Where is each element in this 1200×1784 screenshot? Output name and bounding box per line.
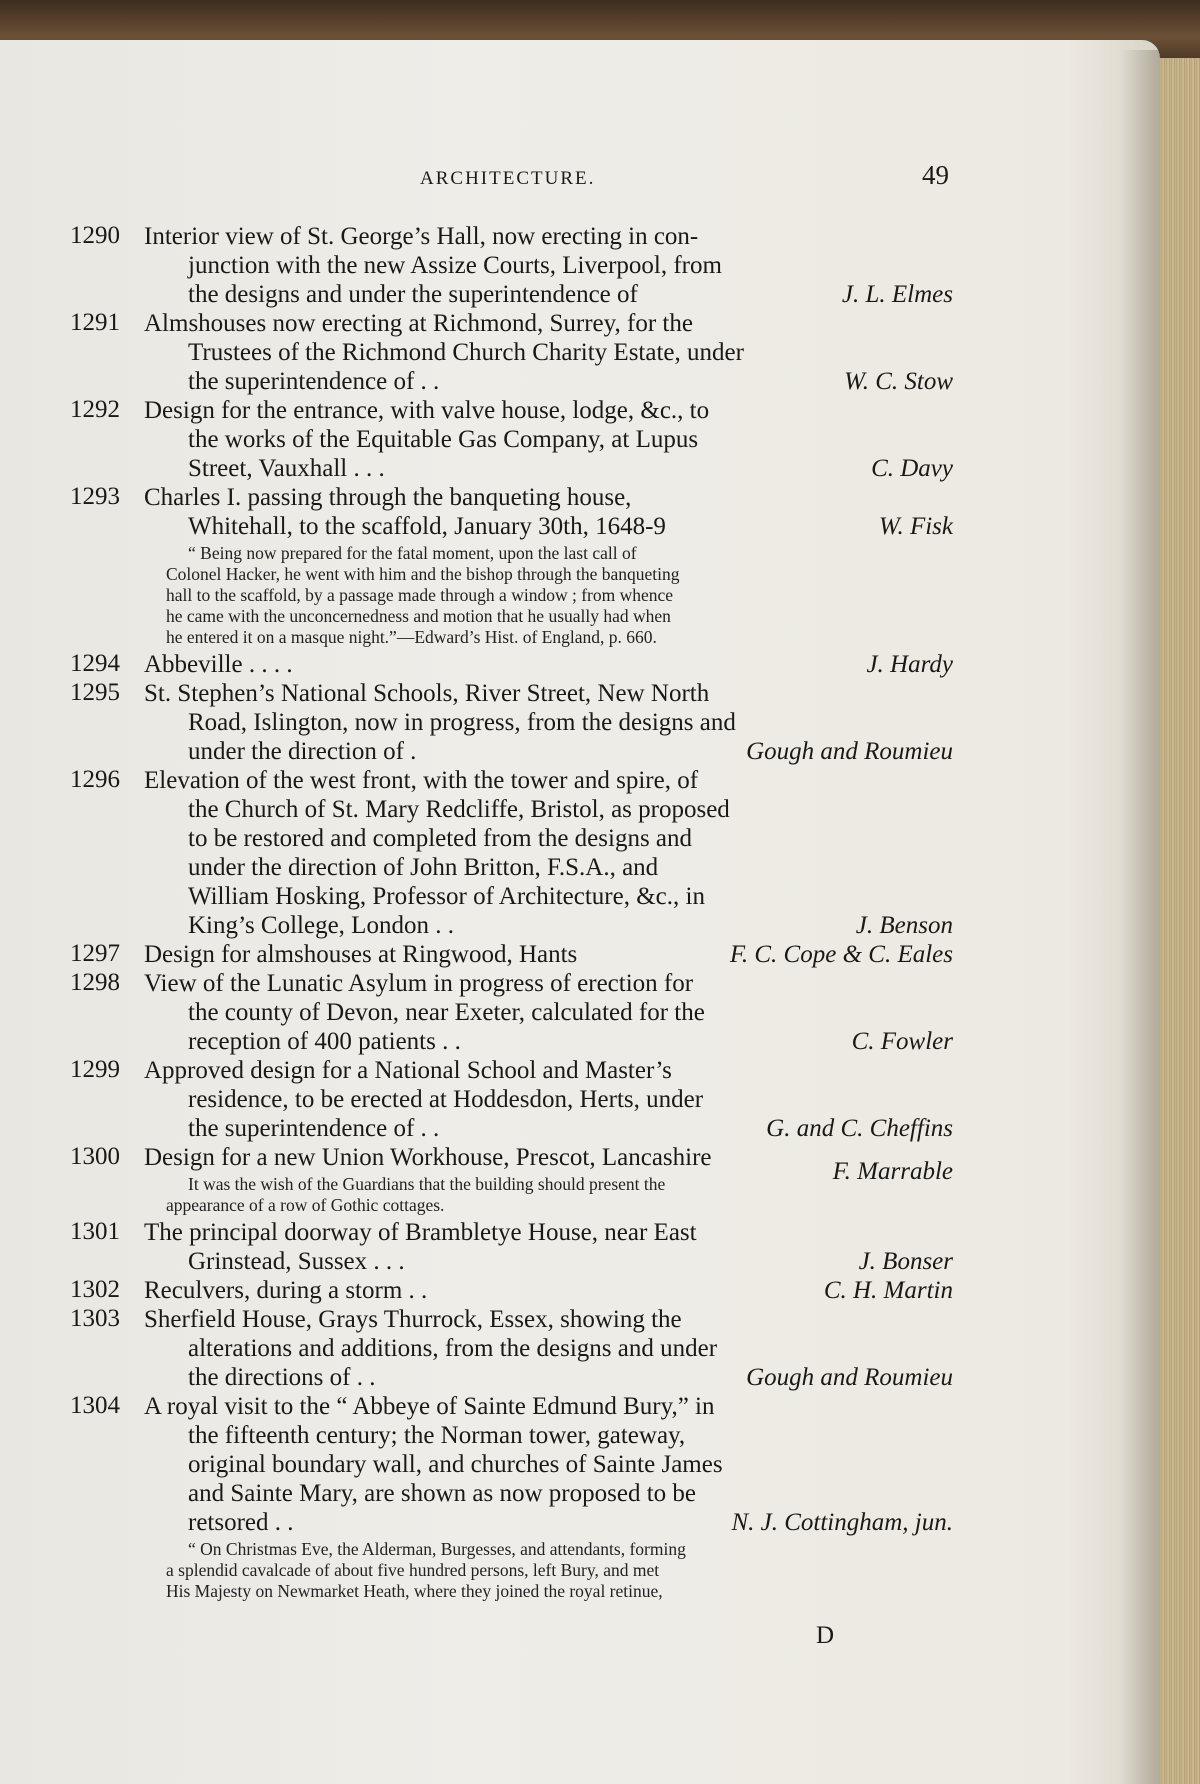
- entry-quotation: [166, 1539, 926, 1602]
- entry-text-line: Interior view of St. George’s Hall, now erecting in con-: [144, 223, 699, 250]
- catalogue-entry: [68, 650, 953, 679]
- quotation-line: he came with the unconcernedness and motion that he usually had when: [166, 606, 671, 626]
- catalogue-entry: [68, 222, 953, 309]
- entry-artist: Gough and Roumieu: [746, 738, 953, 765]
- entry-text-line: View of the Lunatic Asylum in progress of erection for: [144, 970, 694, 997]
- entry-number: 1304: [70, 1392, 120, 1419]
- entry-quotation: [166, 1174, 926, 1216]
- entry-text-line: the Church of St. Mary Redcliffe, Bristol, as proposed: [188, 796, 730, 823]
- entry-text-line: the works of the Equitable Gas Company, at Lupus: [188, 426, 699, 453]
- entry-artist: J. L. Elmes: [841, 281, 953, 308]
- entry-text-line: to be restored and completed from the designs and: [188, 825, 693, 852]
- page-edges: [1160, 58, 1200, 1784]
- entry-artist: W. Fisk: [878, 513, 953, 540]
- entry-artist: C. H. Martin: [823, 1277, 953, 1304]
- entry-text-line: the superintendence of . .: [188, 368, 440, 395]
- entry-quotation: [166, 543, 926, 648]
- entry-text-line: Reculvers, during a storm . .: [144, 1277, 428, 1304]
- entry-artist: J. Hardy: [866, 651, 953, 678]
- catalogue-entry: [68, 396, 953, 483]
- entry-number: 1295: [70, 679, 120, 706]
- catalogue-entry: [68, 679, 953, 766]
- quotation-line: hall to the scaffold, by a passage made through a window ; from whence: [166, 585, 674, 605]
- entry-text-line: original boundary wall, and churches of Sainte James: [188, 1451, 723, 1478]
- entry-number: 1296: [70, 766, 120, 793]
- entry-artist: C. Davy: [871, 455, 953, 482]
- entry-artist: N. J. Cottingham, jun.: [731, 1509, 953, 1536]
- entry-number: 1303: [70, 1305, 120, 1332]
- entry-text-line: residence, to be erected at Hoddesdon, Herts, under: [188, 1086, 704, 1113]
- entry-text-line: Whitehall, to the scaffold, January 30th, 1648-9: [188, 513, 666, 540]
- entry-text-line: William Hosking, Professor of Architecture, &c., in: [188, 883, 705, 910]
- entry-number: 1293: [70, 483, 120, 510]
- entry-text-line: Charles I. passing through the banqueting house,: [144, 484, 632, 511]
- quotation-line: His Majesty on Newmarket Heath, where they joined the royal retinue,: [166, 1581, 663, 1601]
- entry-text-line: Almshouses now erecting at Richmond, Surrey, for the: [144, 310, 693, 337]
- entry-text-line: King’s College, London . .: [188, 912, 454, 939]
- quotation-line: Colonel Hacker, he went with him and the bishop through the banqueting: [166, 564, 680, 584]
- entry-text-line: alterations and additions, from the designs and under: [188, 1335, 718, 1362]
- page-curl-shadow: [1120, 50, 1160, 1784]
- signature-mark: D: [816, 1622, 835, 1649]
- entry-text-line: under the direction of .: [188, 738, 417, 765]
- catalogue-entry: [68, 1276, 953, 1305]
- entry-text-line: Approved design for a National School and Master’s: [144, 1057, 672, 1084]
- entry-number: 1298: [70, 969, 120, 996]
- entry-number: 1301: [70, 1218, 120, 1245]
- entry-text-line: and Sainte Mary, are shown as now proposed to be: [188, 1480, 696, 1507]
- entry-artist: J. Benson: [855, 912, 953, 939]
- catalogue-entry: [68, 483, 953, 648]
- entry-text-line: The principal doorway of Brambletye House, near East: [144, 1219, 697, 1246]
- entry-number: 1294: [70, 650, 120, 677]
- running-header: ARCHITECTURE.: [420, 168, 596, 189]
- entry-text-line: junction with the new Assize Courts, Liverpool, from: [188, 252, 722, 279]
- entry-text-line: the superintendence of . .: [188, 1115, 440, 1142]
- entry-text-line: Design for the entrance, with valve house, lodge, &c., to: [144, 397, 710, 424]
- catalogue-entry: [68, 1305, 953, 1392]
- entry-text-line: under the direction of John Britton, F.S.A., and: [188, 854, 659, 881]
- entry-text-line: Elevation of the west front, with the tower and spire, of: [144, 767, 699, 794]
- entry-text-line: Grinstead, Sussex . . .: [188, 1248, 405, 1275]
- entry-number: 1292: [70, 396, 120, 423]
- entry-text-line: Design for a new Union Workhouse, Prescot, Lancashire: [144, 1144, 712, 1171]
- catalogue-entry: [68, 766, 953, 940]
- entry-number: 1297: [70, 940, 120, 967]
- catalogue-entry: [68, 1143, 953, 1216]
- catalogue-entry: [68, 969, 953, 1056]
- quotation-line: “ On Christmas Eve, the Alderman, Burgesses, and attendants, forming: [188, 1539, 686, 1559]
- catalogue-entry: [68, 1056, 953, 1143]
- entry-artist: W. C. Stow: [844, 368, 953, 395]
- entry-artist: Gough and Roumieu: [746, 1364, 953, 1391]
- entry-number: 1300: [70, 1143, 120, 1170]
- entry-text-line: the fifteenth century; the Norman tower, gateway,: [188, 1422, 686, 1449]
- entry-artist: F. Marrable: [832, 1158, 953, 1185]
- entry-text-line: Road, Islington, now in progress, from the designs and: [188, 709, 736, 736]
- quotation-line: he entered it on a masque night.”—Edward’s Hist. of England, p. 660.: [166, 627, 657, 647]
- catalogue-entry: [68, 940, 953, 969]
- catalogue-entry: [68, 309, 953, 396]
- entry-text-line: the designs and under the superintendence of: [188, 281, 638, 308]
- catalogue-entries: [68, 222, 953, 1604]
- entry-artist: C. Fowler: [851, 1028, 953, 1055]
- entry-number: 1302: [70, 1276, 120, 1303]
- page-number: 49: [922, 160, 949, 190]
- entry-text-line: Design for almshouses at Ringwood, Hants: [144, 941, 578, 968]
- quotation-line: a splendid cavalcade of about five hundred persons, left Bury, and met: [166, 1560, 660, 1580]
- entry-text-line: retsored . .: [188, 1509, 294, 1536]
- entry-text-line: Street, Vauxhall . . .: [188, 455, 385, 482]
- entry-text-line: the county of Devon, near Exeter, calculated for the: [188, 999, 705, 1026]
- entry-artist: F. C. Cope & C. Eales: [729, 941, 953, 968]
- entry-text-line: St. Stephen’s National Schools, River Street, New North: [144, 680, 710, 707]
- entry-number: 1291: [70, 309, 120, 336]
- entry-artist: J. Bonser: [858, 1248, 953, 1275]
- entry-artist: G. and C. Cheffins: [766, 1115, 953, 1142]
- quotation-line: “ Being now prepared for the fatal moment, upon the last call of: [188, 543, 637, 563]
- entry-text-line: Abbeville . . . .: [144, 651, 293, 678]
- catalogue-entry: [68, 1218, 953, 1276]
- entry-number: 1290: [70, 222, 120, 249]
- entry-text-line: the directions of . .: [188, 1364, 376, 1391]
- quotation-line: appearance of a row of Gothic cottages.: [166, 1195, 445, 1215]
- entry-text-line: Sherfield House, Grays Thurrock, Essex, showing the: [144, 1306, 682, 1333]
- entry-text-line: reception of 400 patients . .: [188, 1028, 461, 1055]
- entry-text-line: Trustees of the Richmond Church Charity Estate, under: [188, 339, 744, 366]
- catalogue-entry: [68, 1392, 953, 1602]
- entry-number: 1299: [70, 1056, 120, 1083]
- quotation-line: It was the wish of the Guardians that the building should present the: [188, 1174, 666, 1194]
- entry-text-line: A royal visit to the “ Abbeye of Sainte Edmund Bury,” in: [144, 1393, 715, 1420]
